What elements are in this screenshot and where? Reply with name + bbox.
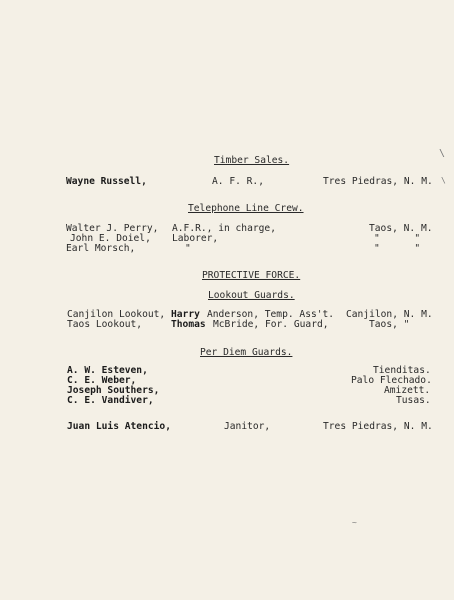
telephone-place: " " — [374, 233, 421, 244]
lookout-first-name: Harry — [171, 309, 200, 320]
per-diem-place: Amizett. — [384, 385, 431, 396]
lookout-first-name: Thomas — [171, 319, 206, 330]
per-diem-name: C. E. Weber, — [67, 375, 137, 386]
lookout-post: Canjilon Lookout, — [67, 309, 166, 320]
telephone-role: A.F.R., in charge, — [172, 223, 276, 234]
janitor-role: Janitor, — [224, 421, 271, 432]
heading-timber-sales: Timber Sales. — [214, 155, 290, 166]
per-diem-name: A. W. Esteven, — [67, 365, 148, 376]
janitor-place: Tres Piedras, N. M. — [323, 421, 433, 432]
telephone-name: Earl Morsch, — [66, 243, 136, 254]
heading-protective-force: PROTECTIVE FORCE. — [202, 270, 301, 281]
timber-name: Wayne Russell, — [66, 176, 147, 187]
lookout-place: Canjilon, N. M. — [346, 309, 433, 320]
lookout-role: Anderson, Temp. Ass't. — [207, 309, 335, 320]
telephone-name: Walter J. Perry, — [66, 223, 159, 234]
timber-place: Tres Piedras, N. M. — [323, 176, 433, 187]
heading-per-diem-guards: Per Diem Guards. — [200, 347, 293, 358]
telephone-name: John E. Doiel, — [70, 233, 151, 244]
telephone-place: " " — [374, 243, 421, 254]
per-diem-place: Palo Flechado. — [351, 375, 432, 386]
per-diem-place: Tienditas. — [373, 365, 431, 376]
stray-mark: \ — [439, 148, 446, 159]
stray-mark: ~ — [352, 518, 357, 527]
lookout-role: McBride, For. Guard, — [213, 319, 329, 330]
lookout-place: Taos, " — [369, 319, 410, 330]
per-diem-name: Joseph Southers, — [67, 385, 160, 396]
telephone-place: Taos, N. M. — [369, 223, 433, 234]
timber-role: A. F. R., — [212, 176, 264, 187]
telephone-role: " — [185, 243, 191, 254]
heading-lookout-guards: Lookout Guards. — [208, 290, 295, 301]
lookout-post: Taos Lookout, — [67, 319, 143, 330]
heading-telephone-line-crew: Telephone Line Crew. — [188, 203, 304, 214]
stray-mark: \ — [441, 176, 446, 185]
per-diem-place: Tusas. — [396, 395, 431, 406]
per-diem-name: C. E. Vandiver, — [67, 395, 154, 406]
janitor-name: Juan Luis Atencio, — [67, 421, 171, 432]
telephone-role: Laborer, — [172, 233, 219, 244]
